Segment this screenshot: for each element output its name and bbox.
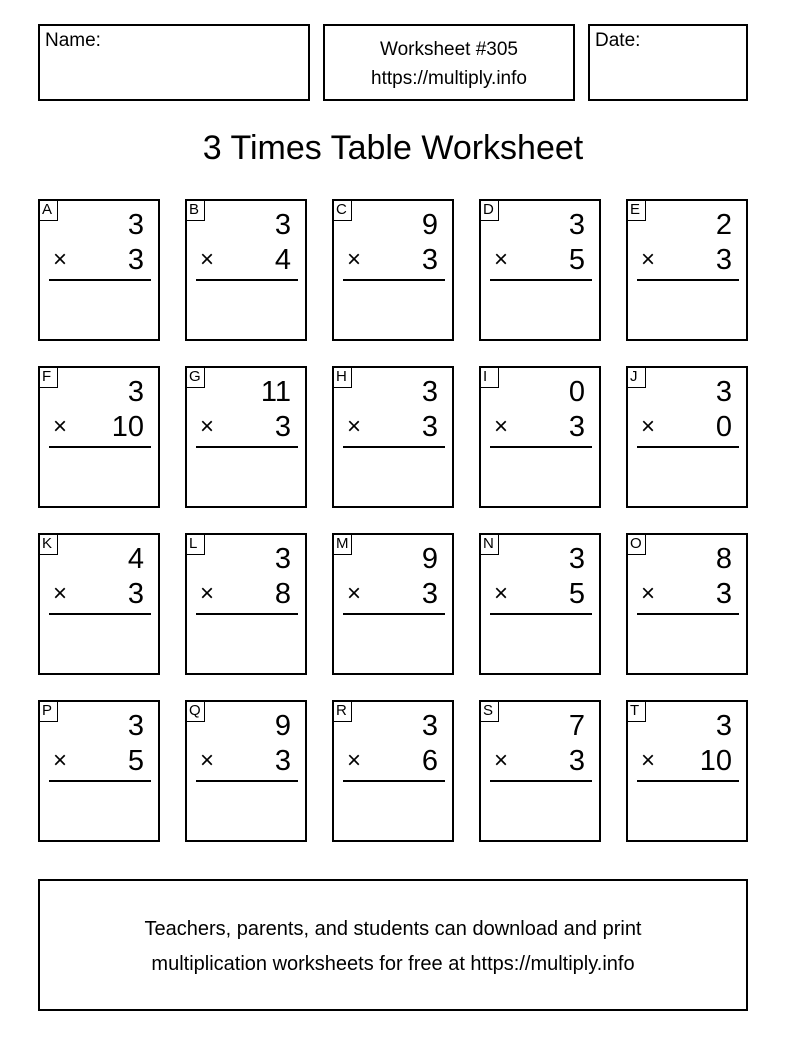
footer-text bbox=[40, 912, 746, 982]
times-sign: × bbox=[200, 413, 215, 440]
multiplicand: 3 bbox=[715, 710, 732, 742]
problem-letter: S bbox=[479, 700, 499, 722]
multiplier: 10 bbox=[111, 411, 144, 443]
multiplicand: 9 bbox=[421, 543, 438, 575]
multiplier: 3 bbox=[568, 411, 585, 443]
answer-line bbox=[490, 446, 592, 448]
problem-letter: B bbox=[185, 199, 205, 221]
answer-line bbox=[343, 613, 445, 615]
problem-letter: G bbox=[185, 366, 205, 388]
multiplier: 5 bbox=[568, 244, 585, 276]
multiplier: 5 bbox=[568, 578, 585, 610]
problem-letter: L bbox=[185, 533, 205, 555]
page-title: 3 Times Table Worksheet bbox=[202, 129, 584, 167]
multiplier: 10 bbox=[699, 745, 732, 777]
multiplier: 3 bbox=[127, 578, 144, 610]
problem-letter: C bbox=[332, 199, 352, 221]
multiplicand: 3 bbox=[421, 710, 438, 742]
answer-line bbox=[49, 780, 151, 782]
problem-card[interactable] bbox=[626, 533, 748, 675]
answer-line bbox=[343, 446, 445, 448]
date-field[interactable] bbox=[588, 24, 748, 101]
multiplier: 6 bbox=[421, 745, 438, 777]
name-label: Name: bbox=[45, 30, 101, 51]
problem-card[interactable] bbox=[479, 700, 601, 842]
times-sign: × bbox=[641, 246, 656, 273]
multiplier: 4 bbox=[274, 244, 291, 276]
multiplicand: 3 bbox=[568, 543, 585, 575]
problem-card[interactable] bbox=[38, 700, 160, 842]
times-sign: × bbox=[53, 747, 68, 774]
answer-line bbox=[49, 446, 151, 448]
worksheet-info bbox=[323, 24, 575, 101]
times-sign: × bbox=[347, 246, 362, 273]
times-sign: × bbox=[200, 246, 215, 273]
times-sign: × bbox=[347, 580, 362, 607]
times-sign: × bbox=[494, 413, 509, 440]
times-sign: × bbox=[494, 580, 509, 607]
problem-letter: E bbox=[626, 199, 646, 221]
problem-card[interactable] bbox=[332, 199, 454, 341]
problem-letter: R bbox=[332, 700, 352, 722]
worksheet-id: Worksheet #305 bbox=[379, 39, 518, 60]
answer-line bbox=[490, 613, 592, 615]
answer-line bbox=[490, 780, 592, 782]
multiplicand: 11 bbox=[260, 376, 291, 408]
problem-card[interactable] bbox=[332, 700, 454, 842]
multiplicand: 9 bbox=[274, 710, 291, 742]
multiplicand: 7 bbox=[568, 710, 585, 742]
problem-card[interactable] bbox=[626, 700, 748, 842]
multiplier: 3 bbox=[715, 578, 732, 610]
multiplicand: 0 bbox=[568, 376, 585, 408]
problem-letter: A bbox=[38, 199, 58, 221]
times-sign: × bbox=[53, 580, 68, 607]
multiplier: 3 bbox=[421, 578, 438, 610]
problem-letter: Q bbox=[185, 700, 205, 722]
multiplicand: 3 bbox=[127, 710, 144, 742]
problem-card[interactable] bbox=[38, 366, 160, 508]
problem-letter: K bbox=[38, 533, 58, 555]
problem-card[interactable] bbox=[38, 199, 160, 341]
problem-letter: O bbox=[626, 533, 646, 555]
name-field[interactable] bbox=[38, 24, 310, 101]
worksheet-url: https://multiply.info bbox=[371, 68, 527, 89]
multiplier: 3 bbox=[274, 411, 291, 443]
problem-letter: F bbox=[38, 366, 58, 388]
answer-line bbox=[343, 780, 445, 782]
times-sign: × bbox=[200, 747, 215, 774]
problem-letter: N bbox=[479, 533, 499, 555]
multiplier: 3 bbox=[274, 745, 291, 777]
problem-card[interactable] bbox=[185, 533, 307, 675]
answer-line bbox=[637, 780, 739, 782]
problem-letter: T bbox=[626, 700, 646, 722]
answer-line bbox=[196, 613, 298, 615]
problem-letter: J bbox=[626, 366, 646, 388]
answer-line bbox=[49, 613, 151, 615]
multiplier: 3 bbox=[568, 745, 585, 777]
date-label: Date: bbox=[595, 30, 641, 51]
multiplier: 8 bbox=[274, 578, 291, 610]
multiplicand: 3 bbox=[568, 209, 585, 241]
problem-card[interactable] bbox=[185, 366, 307, 508]
problem-letter: H bbox=[332, 366, 352, 388]
footer-line-2: multiplication worksheets for free at https://multiply.info bbox=[151, 953, 635, 975]
multiplicand: 3 bbox=[421, 376, 438, 408]
times-sign: × bbox=[494, 747, 509, 774]
problem-card[interactable] bbox=[185, 199, 307, 341]
problem-card[interactable] bbox=[479, 533, 601, 675]
problem-card[interactable] bbox=[332, 366, 454, 508]
times-sign: × bbox=[641, 747, 656, 774]
problem-letter: D bbox=[479, 199, 499, 221]
multiplicand: 3 bbox=[127, 209, 144, 241]
answer-line bbox=[343, 279, 445, 281]
multiplicand: 2 bbox=[715, 209, 732, 241]
problem-card[interactable] bbox=[332, 533, 454, 675]
problem-card[interactable] bbox=[38, 533, 160, 675]
times-sign: × bbox=[53, 413, 68, 440]
problem-card[interactable] bbox=[626, 199, 748, 341]
multiplier: 5 bbox=[127, 745, 144, 777]
problem-letter: P bbox=[38, 700, 58, 722]
times-sign: × bbox=[200, 580, 215, 607]
times-sign: × bbox=[53, 246, 68, 273]
multiplicand: 9 bbox=[421, 209, 438, 241]
answer-line bbox=[196, 446, 298, 448]
answer-line bbox=[196, 279, 298, 281]
times-sign: × bbox=[347, 747, 362, 774]
footer-box bbox=[38, 879, 748, 1011]
problem-letter: I bbox=[479, 366, 499, 388]
multiplicand: 3 bbox=[274, 209, 291, 241]
problem-card[interactable] bbox=[479, 199, 601, 341]
multiplicand: 3 bbox=[127, 376, 144, 408]
problem-card[interactable] bbox=[185, 700, 307, 842]
answer-line bbox=[49, 279, 151, 281]
multiplier: 3 bbox=[715, 244, 732, 276]
multiplier: 3 bbox=[421, 411, 438, 443]
problem-card[interactable] bbox=[626, 366, 748, 508]
multiplicand: 3 bbox=[274, 543, 291, 575]
answer-line bbox=[196, 780, 298, 782]
problem-letter: M bbox=[332, 533, 352, 555]
times-sign: × bbox=[347, 413, 362, 440]
answer-line bbox=[490, 279, 592, 281]
multiplicand: 3 bbox=[715, 376, 732, 408]
times-sign: × bbox=[494, 246, 509, 273]
multiplier: 3 bbox=[421, 244, 438, 276]
times-sign: × bbox=[641, 413, 656, 440]
answer-line bbox=[637, 613, 739, 615]
footer-line-1: Teachers, parents, and students can download and print bbox=[144, 918, 642, 940]
multiplier: 3 bbox=[127, 244, 144, 276]
times-sign: × bbox=[641, 580, 656, 607]
answer-line bbox=[637, 446, 739, 448]
multiplicand: 8 bbox=[715, 543, 732, 575]
problem-card[interactable] bbox=[479, 366, 601, 508]
multiplicand: 4 bbox=[127, 543, 144, 575]
multiplier: 0 bbox=[715, 411, 732, 443]
answer-line bbox=[637, 279, 739, 281]
